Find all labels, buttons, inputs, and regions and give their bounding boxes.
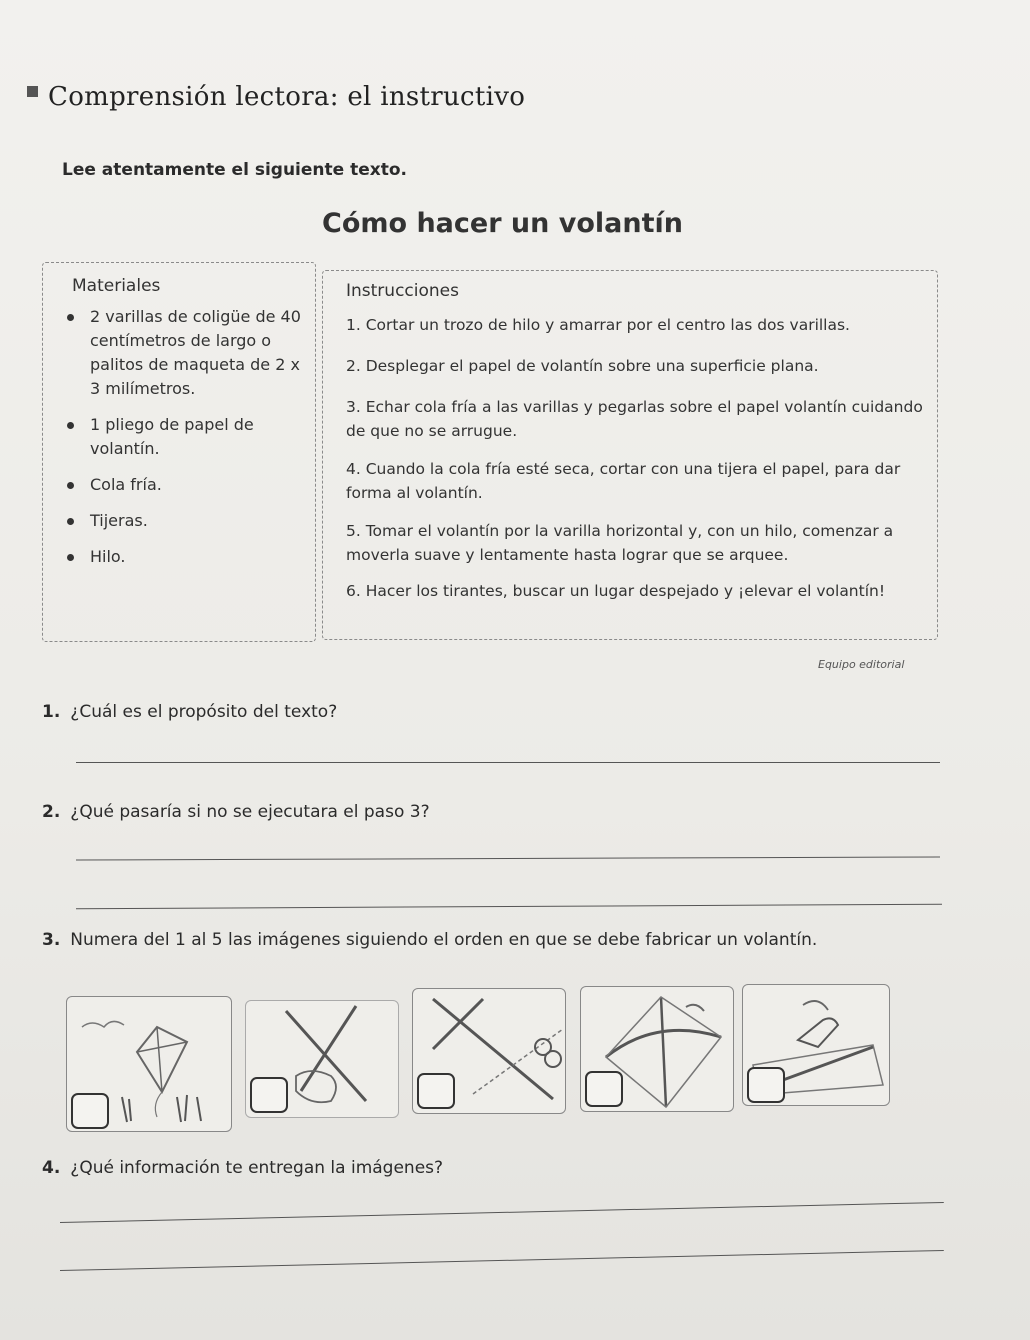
- question-text: Numera del 1 al 5 las imágenes siguiendo el orden en que se debe fabricar un volantín.: [70, 930, 818, 950]
- material-item: [62, 545, 307, 569]
- material-text: 2 varillas de coligüe de 40 centímetros de largo o palitos de maqueta de 2 x 3 milímetros.: [90, 307, 301, 398]
- question-2: [42, 802, 430, 822]
- instruction-step: 6. Hacer los tirantes, buscar un lugar despejado y ¡elevar el volantín!: [346, 582, 886, 600]
- material-text: Tijeras.: [90, 511, 148, 530]
- image-panel-kite-flying: [66, 996, 232, 1132]
- question-3: [42, 930, 817, 950]
- materials-list: [62, 305, 307, 569]
- answer-line-4a[interactable]: [60, 1202, 944, 1223]
- number-box-tying-sticks[interactable]: [250, 1077, 288, 1113]
- number-box-cutting-paper[interactable]: [417, 1073, 455, 1109]
- instructions-heading: Instrucciones: [346, 281, 459, 301]
- question-number: 2.: [42, 802, 61, 822]
- credit-text: Equipo editorial: [818, 658, 905, 671]
- instruction-step: 2. Desplegar el papel de volantín sobre una superficie plana.: [346, 357, 819, 375]
- material-text: Cola fría.: [90, 475, 162, 494]
- image-panel-glue-applying: [742, 984, 890, 1106]
- question-text: ¿Qué información te entregan la imágenes?: [70, 1158, 444, 1178]
- instruction-step: 3. Echar cola fría a las varillas y pegarlas sobre el papel volantín cuidando de que no se arrugue.: [346, 398, 923, 440]
- image-panel-cutting-paper: [412, 988, 566, 1114]
- bullet-icon: [67, 518, 74, 525]
- bullet-icon: [67, 422, 74, 429]
- instruction-step: 5. Tomar el volantín por la varilla horizontal y, con un hilo, comenzar a moverla suave y lentamente hasta lograr que se arquee.: [346, 522, 894, 564]
- material-item: [62, 473, 307, 497]
- material-item: [62, 509, 307, 533]
- question-number: 4.: [42, 1158, 61, 1178]
- image-panel-tying-sticks: [245, 1000, 399, 1118]
- image-panel-bending-stick: [580, 986, 734, 1112]
- question-1: [42, 702, 337, 722]
- bullet-icon: [67, 314, 74, 321]
- title-bullet-icon: [27, 86, 38, 97]
- number-box-bending-stick[interactable]: [585, 1071, 623, 1107]
- material-text: Hilo.: [90, 547, 126, 566]
- answer-line-4b[interactable]: [60, 1250, 944, 1271]
- material-item: [62, 305, 307, 401]
- material-text: 1 pliego de papel de volantín.: [90, 415, 254, 458]
- question-number: 3.: [42, 930, 61, 950]
- question-number: 1.: [42, 702, 61, 722]
- question-4: [42, 1158, 443, 1178]
- instructions-list: [346, 313, 926, 603]
- material-item: [62, 413, 307, 461]
- bullet-icon: [67, 482, 74, 489]
- document-title: Cómo hacer un volantín: [322, 208, 683, 239]
- answer-line-2b[interactable]: [76, 904, 942, 910]
- answer-line-2a[interactable]: [76, 856, 940, 860]
- reading-instruction: Lee atentamente el siguiente texto.: [62, 160, 407, 180]
- bullet-icon: [67, 554, 74, 561]
- instruction-step: 1. Cortar un trozo de hilo y amarrar por el centro las dos varillas.: [346, 316, 850, 334]
- answer-line-1[interactable]: [76, 762, 940, 763]
- page-title: Comprensión lectora: el instructivo: [48, 82, 526, 112]
- number-box-glue-applying[interactable]: [747, 1067, 785, 1103]
- question-text: ¿Cuál es el propósito del texto?: [70, 702, 338, 722]
- instruction-step: 4. Cuando la cola fría esté seca, cortar con una tijera el papel, para dar forma al volantín.: [346, 460, 901, 502]
- materials-heading: Materiales: [72, 276, 161, 296]
- question-text: ¿Qué pasaría si no se ejecutara el paso 3?: [70, 802, 430, 822]
- number-box-kite-flying[interactable]: [71, 1093, 109, 1129]
